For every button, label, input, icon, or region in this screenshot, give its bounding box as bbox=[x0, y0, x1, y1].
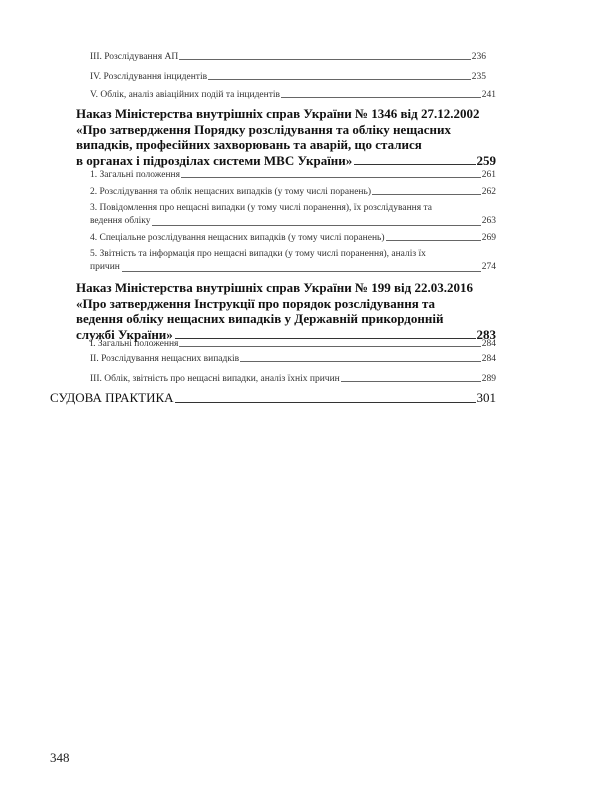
toc-entry[interactable] bbox=[90, 248, 496, 274]
toc-entry[interactable] bbox=[90, 170, 496, 180]
toc-entry-label: I. Загальні положення bbox=[90, 339, 179, 349]
toc-entry[interactable] bbox=[90, 72, 486, 82]
toc-entry[interactable] bbox=[90, 233, 496, 243]
dot-leader bbox=[179, 346, 480, 347]
toc-entry[interactable] bbox=[90, 339, 496, 349]
dot-leader bbox=[152, 225, 480, 226]
toc-entry-label: III. Облік, звітність про нещасні випадки, аналіз їхніх причин bbox=[90, 374, 340, 384]
toc-entry[interactable] bbox=[90, 187, 496, 197]
toc-entry-page: 269 bbox=[481, 233, 496, 243]
toc-entry-label: 1. Загальні положення bbox=[90, 170, 180, 180]
toc-entry-page: 235 bbox=[471, 72, 486, 82]
toc-entry[interactable] bbox=[90, 374, 496, 384]
heading-line: Наказ Міністерства внутрішніх справ України № 1346 від 27.12.2002 bbox=[76, 106, 480, 121]
toc-entry-label: IV. Розслідування інцидентів bbox=[90, 72, 208, 82]
toc-entry-label: V. Облік, аналіз авіаційних подій та інцидентів bbox=[90, 90, 281, 100]
heading-line: в органах і підрозділах системи МВС України» bbox=[76, 152, 353, 168]
toc-entry-page: 284 bbox=[481, 339, 496, 349]
toc-entry-page: 241 bbox=[481, 90, 496, 100]
toc-entry-page: 262 bbox=[481, 187, 496, 197]
toc-entry-label: 4. Спеціальне розслідування нещасних випадків (у тому числі поранень) bbox=[90, 233, 385, 243]
dot-leader bbox=[122, 271, 481, 272]
toc-entry[interactable] bbox=[90, 52, 486, 62]
heading-line: «Про затвердження Порядку розслідування та обліку нещасних bbox=[76, 121, 451, 137]
toc-heading-order-1346[interactable] bbox=[76, 106, 496, 168]
dot-leader bbox=[179, 59, 471, 60]
toc-entry-label: 3. Повідомлення про нещасні випадки (у тому числі поранення), їх розслідування та bbox=[90, 203, 432, 213]
heading-line: службі України» bbox=[76, 326, 173, 342]
dot-leader bbox=[181, 177, 481, 178]
heading-line: Наказ Міністерства внутрішніх справ України № 199 від 22.03.2016 bbox=[76, 280, 473, 295]
dot-leader bbox=[175, 402, 476, 403]
toc-section-court-practice[interactable] bbox=[50, 390, 496, 406]
toc-entry-label: 2. Розслідування та облік нещасних випадків (у тому числі поранень) bbox=[90, 187, 371, 197]
toc-entry-page: 274 bbox=[481, 262, 496, 272]
dot-leader bbox=[354, 164, 475, 165]
toc-entry-page: 263 bbox=[481, 216, 496, 226]
dot-leader bbox=[208, 79, 471, 80]
toc-entry-page: 259 bbox=[476, 152, 496, 168]
toc-entry-label: СУДОВА ПРАКТИКА bbox=[50, 390, 174, 405]
toc-entry-page: 236 bbox=[471, 52, 486, 62]
toc-entry-label: II. Розслідування нещасних випадків bbox=[90, 354, 240, 364]
toc-entry-label: причин bbox=[90, 262, 120, 272]
toc-entry-page: 284 bbox=[481, 354, 496, 364]
toc-entry-page: 289 bbox=[481, 374, 496, 384]
dot-leader bbox=[372, 194, 481, 195]
dot-leader bbox=[341, 381, 481, 382]
dot-leader bbox=[281, 97, 481, 98]
toc-entry-label: 5. Звітність та інформація про нещасні випадки (у тому числі поранення), аналіз їх bbox=[90, 249, 426, 259]
toc-entry-label: ведення обліку bbox=[90, 216, 151, 226]
heading-line: «Про затвердження Інструкції про порядок розслідування та bbox=[76, 295, 436, 311]
heading-line: ведення обліку нещасних випадків у Державній прикордонній bbox=[76, 311, 444, 326]
heading-line: випадків, професійних захворювань та аварій, що сталися bbox=[76, 137, 422, 152]
dot-leader bbox=[386, 240, 481, 241]
toc-entry[interactable] bbox=[90, 354, 496, 364]
toc-entry[interactable] bbox=[90, 202, 496, 228]
toc-entry-page: 261 bbox=[481, 170, 496, 180]
dot-leader bbox=[240, 361, 481, 362]
page-number: 348 bbox=[50, 750, 70, 765]
toc-entry[interactable] bbox=[90, 90, 496, 100]
toc-entry-page: 301 bbox=[476, 390, 496, 405]
toc-heading-order-199[interactable] bbox=[76, 280, 496, 342]
toc-entry-page: 283 bbox=[476, 326, 496, 342]
toc-entry-label: III. Розслідування АП bbox=[90, 52, 179, 62]
